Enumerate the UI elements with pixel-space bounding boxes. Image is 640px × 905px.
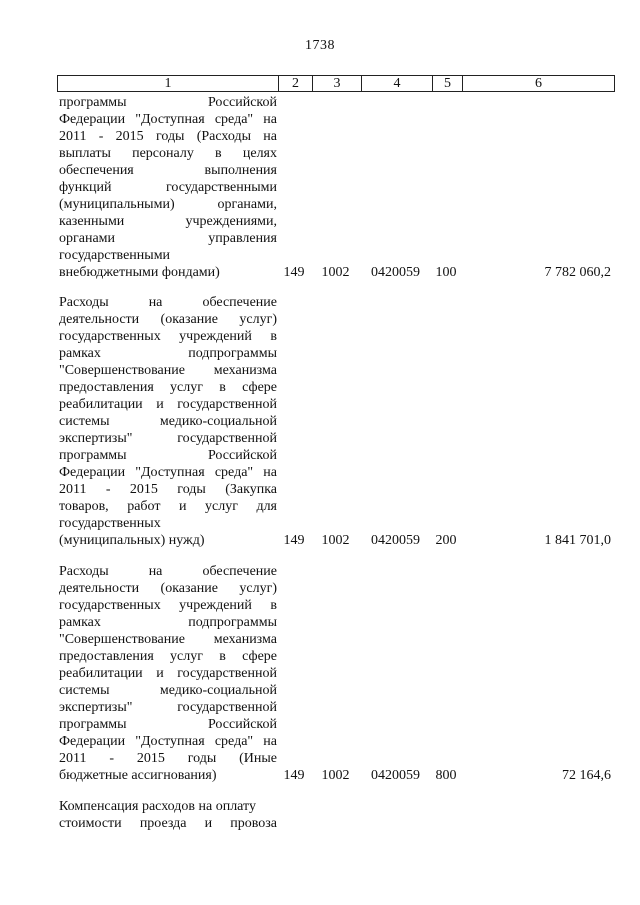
row-description (59, 563, 277, 784)
description-line: выплаты персоналу в целях (59, 146, 277, 161)
description-line: рамках подпрограммы (59, 346, 277, 361)
description-line: предоставления услуг в сфере (59, 380, 277, 395)
description-line: "Совершенствование механизма (59, 632, 277, 647)
description-line: 2011 - 2015 годы (Закупка (59, 482, 277, 497)
cell-col3: 1002 (321, 768, 350, 783)
cell-col4: 0420059 (371, 265, 420, 280)
column-header-6: 6 (462, 76, 614, 91)
description-line: внебюджетными фондами) (59, 265, 220, 280)
description-line: стоимости проезда и провоза (59, 816, 277, 831)
column-header-5: 5 (432, 76, 462, 91)
column-header-4: 4 (361, 76, 432, 91)
description-line: Расходы на обеспечение (59, 295, 277, 310)
column-header-3: 3 (312, 76, 361, 91)
description-line: Расходы на обеспечение (59, 564, 277, 579)
description-line: Компенсация расходов на оплату (59, 799, 256, 814)
description-line: системы медико-социальной (59, 414, 277, 429)
description-line: товаров, работ и услуг для (59, 499, 277, 514)
description-line: реабилитации и государственной (59, 666, 277, 681)
cell-col5: 200 (435, 533, 457, 548)
description-line: казенными учреждениями, (59, 214, 277, 229)
cell-col2: 149 (283, 768, 305, 783)
row-description (59, 294, 277, 549)
row-description (59, 94, 277, 281)
description-line: функций государственными (59, 180, 277, 195)
cell-col5: 100 (435, 265, 457, 280)
cell-col2: 149 (283, 265, 305, 280)
description-line: экспертизы" государственной (59, 700, 277, 715)
description-line: программы Российской (59, 95, 277, 110)
description-line: программы Российской (59, 448, 277, 463)
description-line: Федерации "Доступная среда" на (59, 465, 277, 480)
description-line: государственных учреждений в (59, 329, 277, 344)
description-line: программы Российской (59, 717, 277, 732)
description-line: деятельности (оказание услуг) (59, 581, 277, 596)
cell-col6: 7 782 060,2 (544, 265, 611, 280)
cell-col5: 800 (435, 768, 457, 783)
cell-col4: 0420059 (371, 768, 420, 783)
description-line: бюджетные ассигнования) (59, 768, 217, 783)
page-number: 1738 (305, 38, 335, 53)
description-line: "Совершенствование механизма (59, 363, 277, 378)
description-line: 2011 - 2015 годы (Иные (59, 751, 277, 766)
description-line: предоставления услуг в сфере (59, 649, 277, 664)
description-line: государственными (59, 248, 171, 263)
cell-col2: 149 (283, 533, 305, 548)
table-header (57, 75, 615, 92)
cell-col6: 72 164,6 (562, 768, 611, 783)
row-values (57, 767, 615, 784)
description-line: экспертизы" государственной (59, 431, 277, 446)
description-line: Федерации "Доступная среда" на (59, 112, 277, 127)
row-values (57, 264, 615, 281)
description-line: (муниципальных) нужд) (59, 533, 205, 548)
row-values (57, 532, 615, 549)
column-header-2: 2 (278, 76, 312, 91)
description-line: деятельности (оказание услуг) (59, 312, 277, 327)
description-line: Федерации "Доступная среда" на (59, 734, 277, 749)
description-line: органами управления (59, 231, 277, 246)
description-line: реабилитации и государственной (59, 397, 277, 412)
cell-col3: 1002 (321, 265, 350, 280)
description-line: государственных учреждений в (59, 598, 277, 613)
cell-col3: 1002 (321, 533, 350, 548)
description-line: рамках подпрограммы (59, 615, 277, 630)
column-header-1: 1 (164, 76, 172, 91)
description-line: обеспечения выполнения (59, 163, 277, 178)
description-line: системы медико-социальной (59, 683, 277, 698)
description-line: 2011 - 2015 годы (Расходы на (59, 129, 277, 144)
cell-col6: 1 841 701,0 (544, 533, 611, 548)
cell-col4: 0420059 (371, 533, 420, 548)
description-line: государственных (59, 516, 161, 531)
description-line: (муниципальными) органами, (59, 197, 277, 212)
row-description (59, 798, 277, 832)
